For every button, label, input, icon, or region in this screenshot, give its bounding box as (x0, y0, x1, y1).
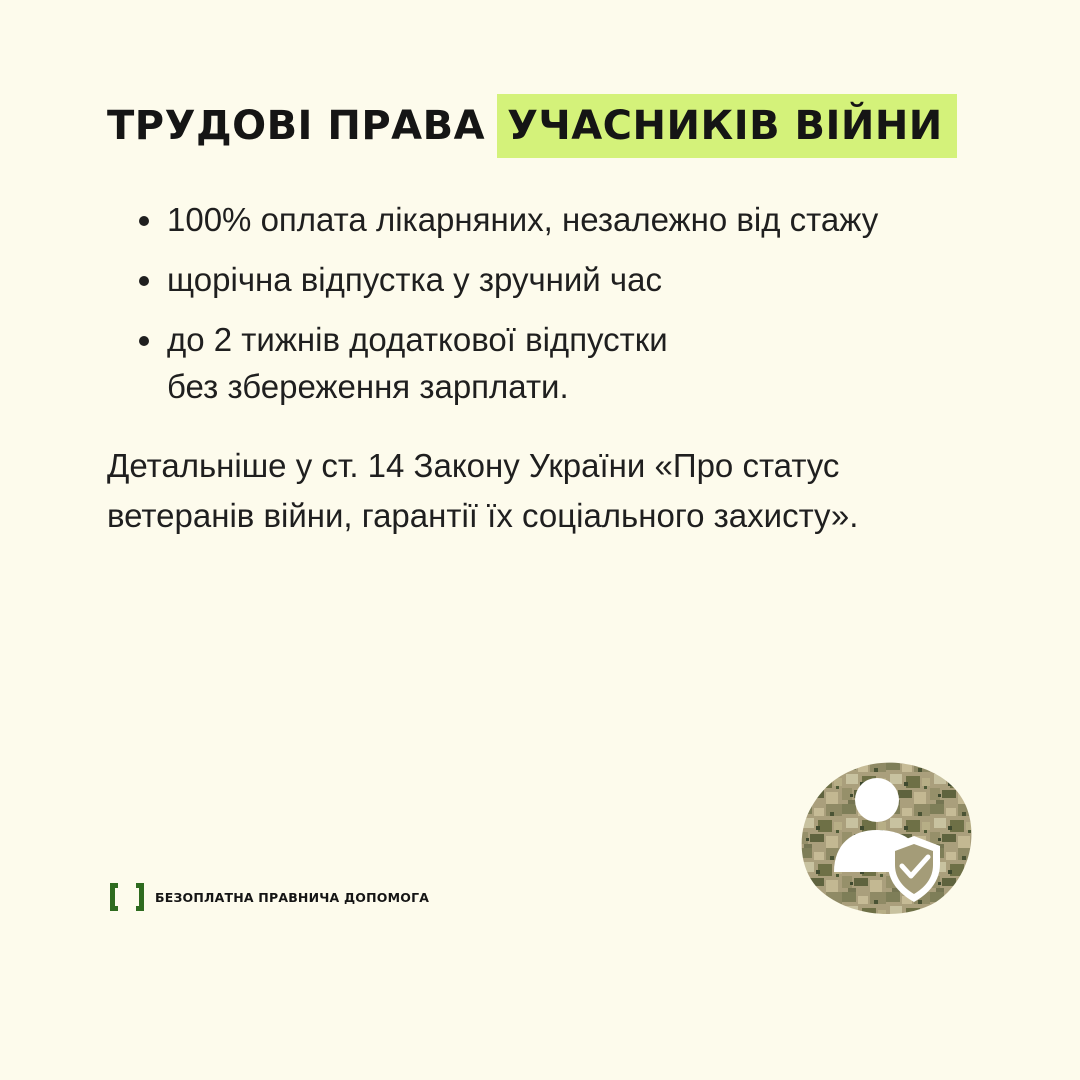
law-reference-line-2: ветеранів війни, гарантії їх соціального захисту». (107, 497, 859, 534)
list-item (135, 256, 878, 303)
list-item (135, 196, 878, 243)
law-reference (107, 441, 1007, 541)
brand-name: БЕЗОПЛАТНА ПРАВНИЧА ДОПОМОГА (155, 889, 430, 905)
title-highlight: УЧАСНИКІВ ВІЙНИ (497, 94, 957, 158)
list-item-text-continued: без збереження зарплати. (167, 368, 569, 405)
law-reference-line-1: Детальніше у ст. 14 Закону України «Про статус (107, 447, 840, 484)
title-part-1: ТРУДОВІ ПРАВА (107, 103, 486, 149)
list-item-text: щорічна відпустка у зручний час (167, 261, 662, 298)
rights-list (135, 196, 878, 423)
list-item (135, 316, 878, 410)
bracket-logo-icon (107, 881, 147, 913)
list-item-text: 100% оплата лікарняних, незалежно від стажу (167, 201, 879, 238)
veteran-shield-icon (798, 760, 974, 916)
brand-footer (107, 881, 429, 913)
bullet-icon (139, 276, 149, 286)
list-item-text: до 2 тижнів додаткової відпустки (167, 321, 668, 358)
bullet-icon (139, 216, 149, 226)
bullet-icon (139, 336, 149, 346)
page-title (107, 94, 957, 158)
